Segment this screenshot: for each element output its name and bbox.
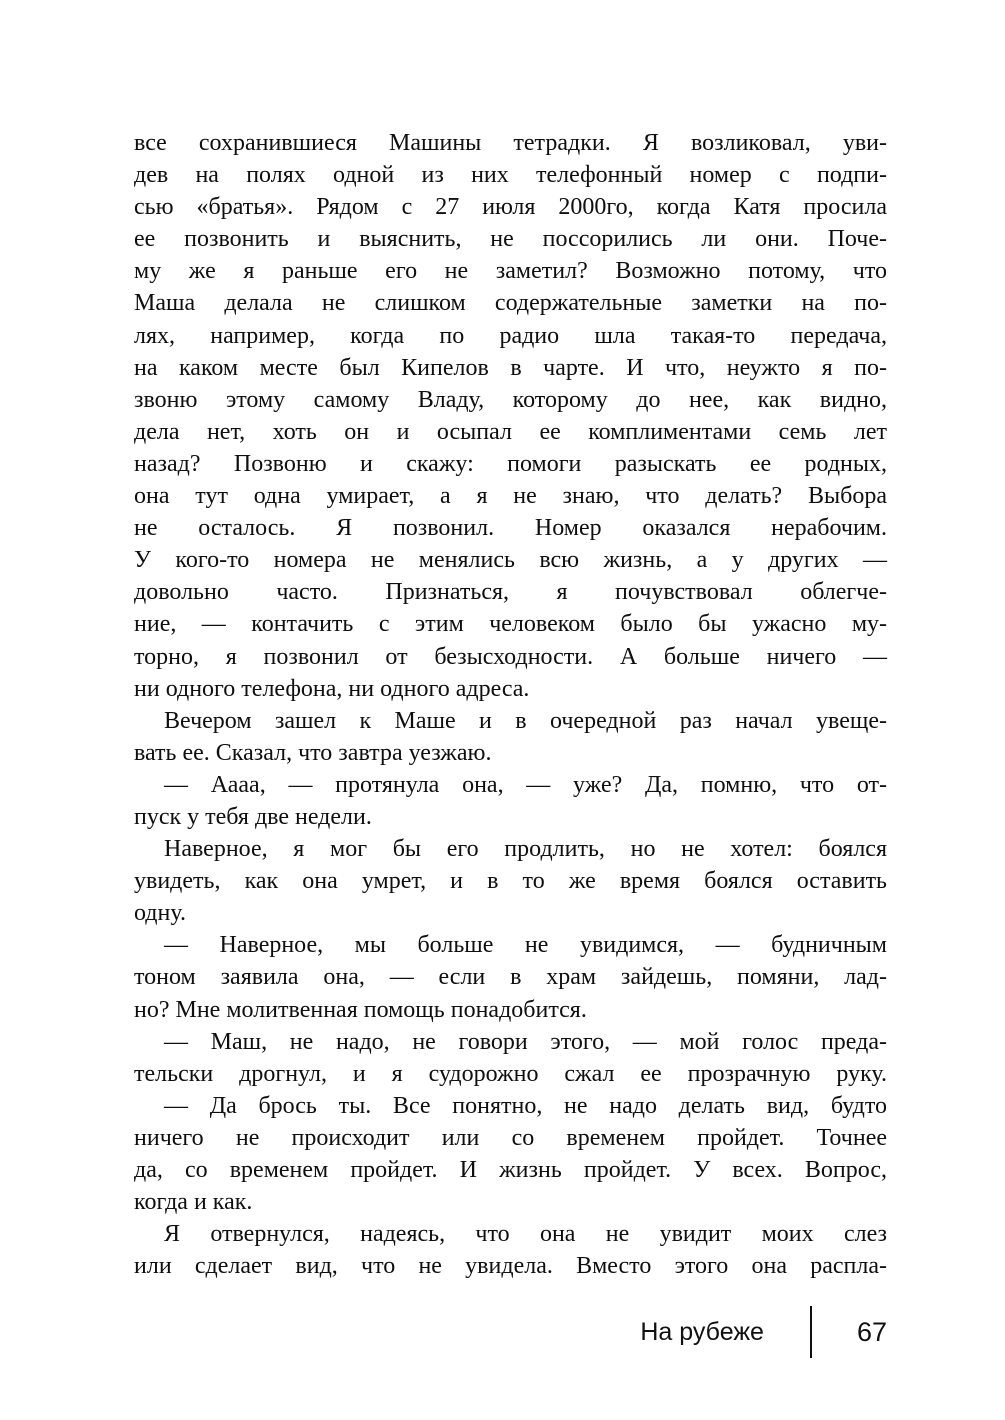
text-line: не осталось. Я позвонил. Номер оказался нерабочим.: [134, 515, 887, 542]
text-line: одну.: [134, 900, 186, 927]
text-line: — Наверное, мы больше не увидимся, — будничным: [164, 932, 887, 959]
text-line: ние, — контачить с этим человеком было бы ужасно му-: [134, 611, 887, 638]
text-line: вать ее. Сказал, что завтра уезжаю.: [134, 739, 492, 766]
text-line: пуск у тебя две недели.: [134, 803, 372, 830]
running-title: На рубеже: [640, 1317, 764, 1346]
page-number: 67: [856, 1316, 887, 1347]
text-line: или сделает вид, что не увидела. Вместо этого она распла-: [134, 1253, 887, 1280]
text-line: му же я раньше его не заметил? Возможно потому, что: [134, 258, 887, 285]
text-line: тоном заявила она, — если в храм зайдешь, помяни, лад-: [134, 964, 887, 991]
text-line: звоню этому самому Владу, которому до нее, как видно,: [134, 386, 887, 413]
text-line: — Аааа, — протянула она, — уже? Да, помню, что от-: [164, 771, 887, 798]
text-line: Вечером зашел к Маше и в очередной раз начал увеще-: [164, 707, 887, 734]
page-footer: [640, 1304, 887, 1360]
text-line: Наверное, я мог бы его продлить, но не хотел: боялся: [164, 836, 887, 863]
text-line: Я отвернулся, надеясь, что она не увидит моих слез: [164, 1221, 887, 1248]
footer-divider-line: [810, 1306, 812, 1358]
text-line: Маша делала не слишком содержательные заметки на по-: [134, 290, 887, 317]
text-line: да, со временем пройдет. И жизнь пройдет. У всех. Вопрос,: [134, 1157, 887, 1183]
text-line: на каком месте был Кипелов в чарте. И что, неужто я по-: [134, 354, 887, 381]
text-line: торно, я позвонил от безысходности. А больше ничего —: [134, 643, 887, 670]
text-line: она тут одна умирает, а я не знаю, что делать? Выбора: [134, 483, 887, 510]
text-line: ничего не происходит или со временем пройдет. Точнее: [134, 1124, 887, 1151]
text-line: — Маш, не надо, не говори этого, — мой голос преда-: [164, 1028, 887, 1055]
text-line: дев на полях одной из них телефонный номер с подпи-: [134, 162, 887, 189]
text-line: тельски дрогнул, и я судорожно сжал ее прозрачную руку.: [134, 1060, 887, 1087]
text-line: увидеть, как она умрет, и в то же время боялся оставить: [134, 868, 887, 895]
text-line: лях, например, когда по радио шла такая-то передача,: [134, 322, 887, 349]
text-line: ее позвонить и выяснить, не поссорились ли они. Поче-: [134, 226, 887, 253]
text-line: все сохранившиеся Машины тетрадки. Я возликовал, уви-: [134, 130, 887, 156]
text-line: но? Мне молитвенная помощь понадобится.: [134, 996, 587, 1023]
text-block: [134, 127, 887, 1282]
text-line: сью «братья». Рядом с 27 июля 2000го, когда Катя просила: [134, 194, 887, 221]
text-line: когда и как.: [134, 1189, 253, 1216]
text-line: — Да брось ты. Все понятно, не надо делать вид, будто: [164, 1092, 887, 1119]
text-line: назад? Позвоню и скажу: помоги разыскать ее родных,: [134, 450, 887, 477]
text-line: дела нет, хоть он и осыпал ее комплиментами семь лет: [134, 418, 887, 445]
text-line: У кого-то номера не менялись всю жизнь, а у других —: [134, 547, 887, 574]
text-line: ни одного телефона, ни одного адреса.: [134, 675, 530, 702]
text-line: довольно часто. Признаться, я почувствовал облегче-: [134, 579, 887, 606]
